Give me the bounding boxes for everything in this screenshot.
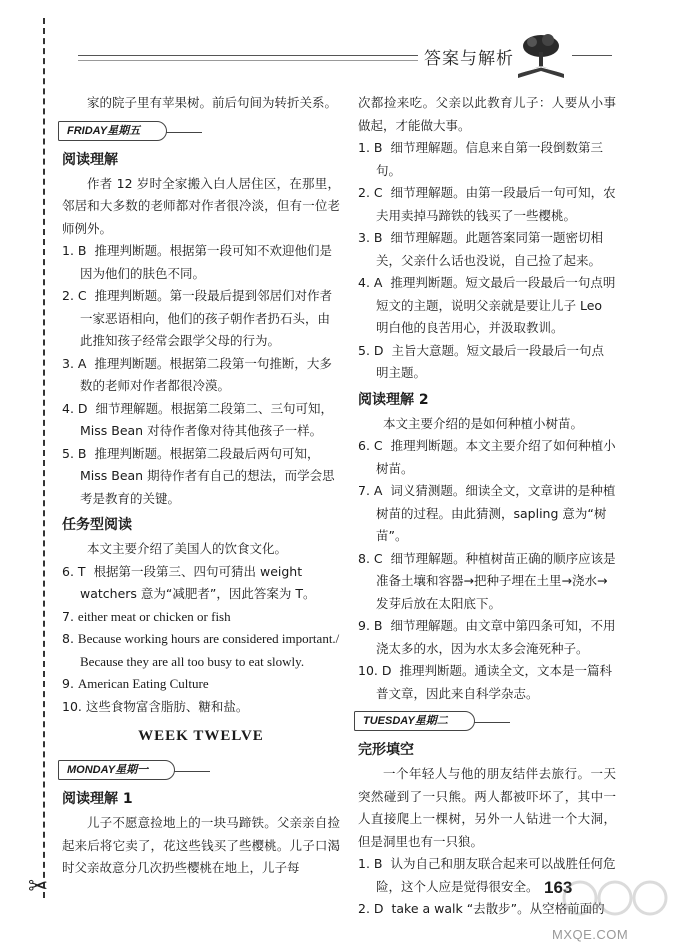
page-number: 163: [544, 878, 573, 897]
answer-number: 6. T: [62, 563, 86, 579]
right-intro-tail: 次都捡来吃。父亲以此教育儿子：人要从小事做起，才能做大事。: [358, 95, 616, 133]
answer-number: 8. C: [358, 550, 383, 566]
section-title-reading-1: 阅读理解 1: [62, 791, 133, 807]
tuesday-badge: TUESDAY星期二: [354, 711, 475, 731]
header-rule: [78, 55, 418, 56]
cut-line: [43, 18, 45, 898]
answer-item: [62, 240, 340, 285]
answer-text: Because working hours are considered important./ Because they are all too busy to eat slowly.: [77, 631, 340, 669]
answer-number: 10. D: [358, 663, 392, 678]
answer-item: [62, 696, 340, 719]
answer-number: 3. B: [358, 230, 383, 245]
left-column: [62, 92, 340, 880]
answer-text: 这些食物富含脂肪、糖和盐。: [85, 698, 249, 714]
answer-number: 2. C: [358, 185, 383, 200]
answer-text: 词义猜测题。细读全文，文章讲的是种植树苗的过程。由此猜测，sapling 意为“树苗”。: [376, 483, 616, 543]
right-column: [358, 92, 616, 921]
section-title-reading-2: 阅读理解 2: [358, 391, 429, 408]
answer-item: [62, 561, 340, 606]
answer-number: 1. B: [358, 856, 383, 871]
answer-text: 推理判断题。通读全文，文本是一篇科普文章，因此来自科学杂志。: [376, 663, 612, 701]
answer-text: 推理判断题。第一段最后提到邻居们对作者一家恶语相向，他们的孩子朝作者扔石头，由此推知孩子经常会跟学父母的行为。: [80, 288, 333, 348]
answer-text: 细节理解题。此题答案同第一题密切相关，父亲什么话也没说，自己捡了起来。: [376, 230, 603, 268]
header-title: 答案与解析: [424, 49, 514, 69]
answer-text: either meat or chicken or fish: [77, 608, 231, 624]
answer-item: [62, 443, 340, 511]
answer-item: [358, 272, 616, 340]
answer-text: 推理判断题。本文主要介绍了如何种植小树苗。: [376, 438, 616, 476]
answer-number: 9. B: [358, 618, 383, 633]
answer-number: 3. A: [62, 355, 87, 371]
answer-number: 9.: [62, 676, 74, 691]
reading1-intro: 儿子不愿意捡地上的一块马蹄铁。父亲亲自捡起来后将它卖了，花这些钱买了些樱桃。儿子口渴时父亲故意分几次扔些樱桃在地上，儿子每: [62, 815, 340, 875]
answer-item: [62, 398, 340, 443]
answer-number: 10.: [62, 698, 82, 714]
answer-text: 细节理解题。根据第二段第二、三句可知，Miss Bean 对待作者像对待其他孩子一样。: [80, 400, 333, 438]
answer-text: 根据第一段第三、四句可猜出 weight watchers 意为“减肥者”，因此答案为 T。: [80, 563, 316, 601]
answer-item: [358, 340, 616, 385]
answer-item: [358, 548, 616, 616]
answer-text: American Eating Culture: [77, 676, 209, 691]
answer-number: 2. C: [62, 288, 87, 303]
section-title-reading: 阅读理解: [62, 151, 118, 168]
left-intro-tail: 家的院子里有苹果树。前后句间为转折关系。: [87, 95, 338, 110]
answer-text: 推理判断题。短文最后一段最后一句点明短文的主题，说明父亲就是要让儿子 Leo 明白他的良苦用心，并汲取教训。: [376, 275, 616, 335]
answer-item: [358, 480, 616, 548]
scissors-icon: ✂: [28, 872, 49, 900]
answer-text: 认为自己和朋友联合起来可以战胜任何危险，这个人应是觉得很安全。: [376, 856, 616, 894]
task-intro: 本文主要介绍了美国人的饮食文化。: [87, 541, 288, 556]
reader-illustration-icon: [510, 30, 572, 80]
answer-text: 细节理解题。信息来自第一段倒数第三句。: [376, 140, 603, 178]
answer-item: [62, 285, 340, 353]
answer-number: 4. D: [62, 400, 88, 416]
answer-item: [358, 182, 616, 227]
answer-text: 推理判断题。根据第二段最后两句可知，Miss Bean 期待作者有自己的想法，而学会思考是教育的关键。: [80, 445, 335, 506]
answer-item: [358, 660, 616, 705]
answer-number: 5. D: [358, 342, 384, 358]
answer-number: 5. B: [62, 445, 87, 461]
answer-number: 1. B: [358, 140, 383, 155]
answer-item: [62, 673, 340, 696]
watermark-text: MXQE.COM: [552, 927, 629, 942]
answer-text: 细节理解题。种植树苗正确的顺序应该是准备土壤和容器→把种子埋在土里→浇水→发芽后放在太阳底下。: [376, 550, 616, 611]
reading-intro: 作者 12 岁时全家搬入白人居住区，在那里，邻居和大多数的老师都对作者很冷淡，但有一位老师例外。: [62, 175, 340, 236]
answer-number: 7.: [62, 608, 74, 624]
answer-text: 细节理解题。由第一段最后一句可知，农夫用卖掉马蹄铁的钱买了一些樱桃。: [376, 185, 616, 223]
answer-item: [358, 137, 616, 182]
header-rule-right: [572, 55, 612, 56]
section-title-task: 任务型阅读: [62, 517, 132, 533]
answer-number: 8.: [62, 631, 74, 646]
answer-text: take a walk “去散步”。从空格前面的: [391, 901, 605, 916]
week-title: WEEK TWELVE: [138, 728, 264, 744]
answer-text: 推理判断题。根据第二段第一句推断，大多数的老师对作者都很冷漠。: [80, 355, 332, 393]
answer-number: 2. D: [358, 901, 384, 916]
monday-badge: MONDAY星期一: [58, 760, 175, 780]
answer-text: 细节理解题。由文章中第四条可知，不用浇太多的水，因为水太多会淹死种子。: [376, 618, 616, 656]
answer-item: [62, 606, 340, 629]
answer-item: [358, 435, 616, 480]
answer-text: 主旨大意题。短文最后一段最后一句点明主题。: [376, 342, 604, 380]
answer-number: 7. A: [358, 483, 383, 498]
header-rule-thin: [78, 60, 418, 61]
answer-text: 推理判断题。根据第一段可知不欢迎他们是因为他们的肤色不同。: [80, 243, 332, 281]
answer-number: 1. B: [62, 243, 87, 258]
cloze-intro: 一个年轻人与他的朋友结伴去旅行。一天突然碰到了一只熊。两人都被吓坏了，其中一人直接爬上一棵树，另外一人钻进一个大洞，但是洞里也有一只狼。: [358, 766, 616, 849]
section-title-cloze: 完形填空: [358, 742, 414, 758]
reading2-intro: 本文主要介绍的是如何种植小树苗。: [383, 415, 584, 431]
answer-number: 4. A: [358, 275, 383, 290]
answer-item: [62, 353, 340, 398]
answer-item: [358, 615, 616, 660]
answer-item: [358, 227, 616, 272]
friday-badge: FRIDAY星期五: [58, 121, 167, 141]
answer-item: [62, 628, 340, 673]
answer-number: 6. C: [358, 438, 383, 453]
